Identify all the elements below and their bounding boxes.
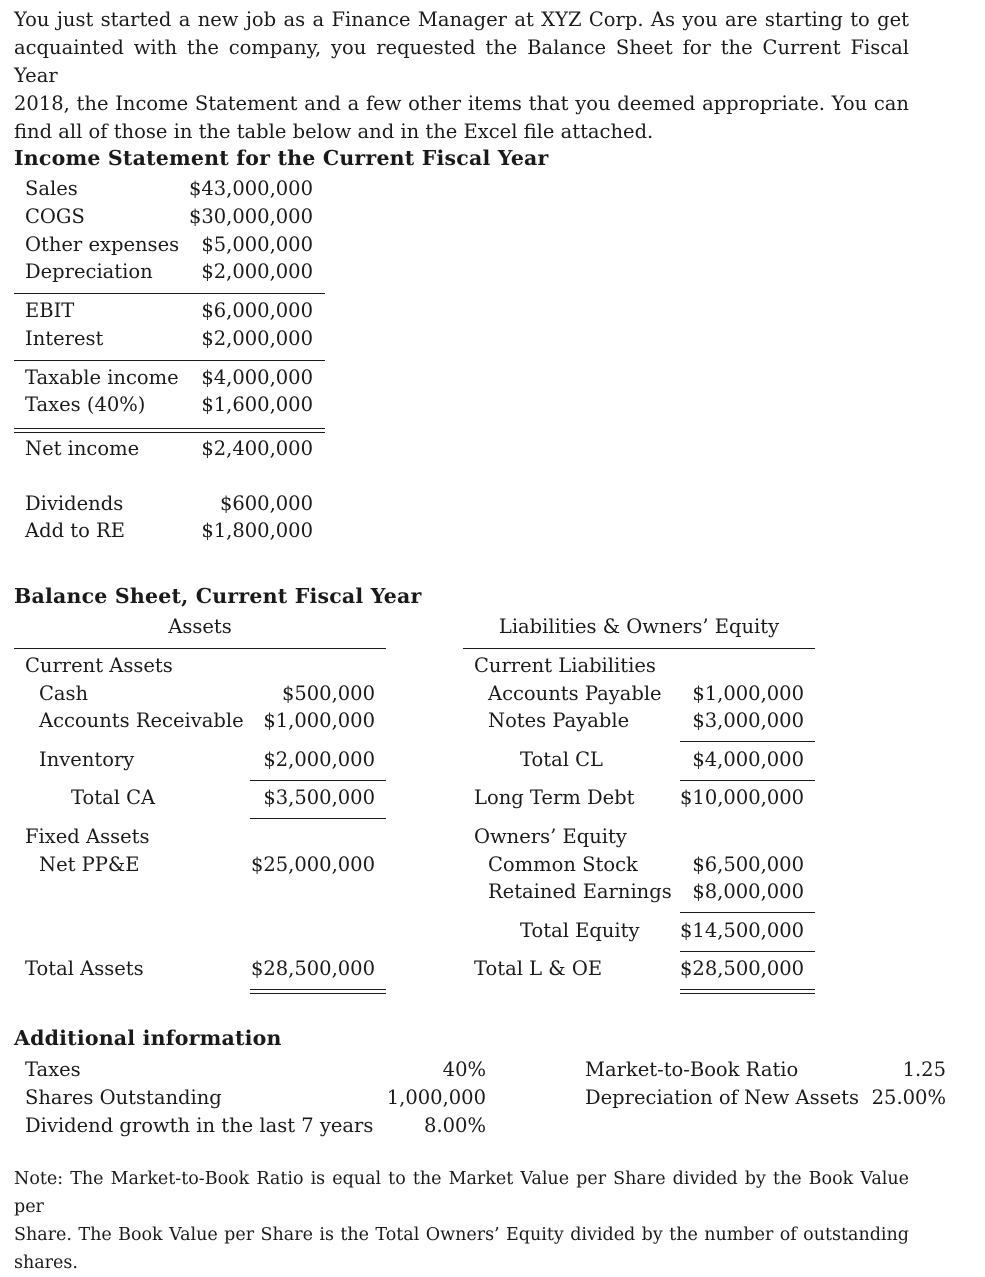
income-row-value: $2,400,000 [201, 437, 313, 460]
total-assets-label: Total Assets [25, 957, 144, 980]
retained-earnings-value: $8,000,000 [692, 880, 804, 903]
shares-outstanding-label: Shares Outstanding [25, 1086, 222, 1109]
income-row-label: Dividends [25, 492, 124, 515]
long-term-debt-label: Long Term Debt [474, 786, 635, 809]
income-row-label: Taxable income [25, 366, 179, 389]
divider-line [14, 432, 325, 433]
market-to-book-label: Market-to-Book Ratio [585, 1058, 799, 1081]
dividend-growth-label: Dividend growth in the last 7 years [25, 1114, 374, 1137]
divider-line [250, 989, 386, 990]
income-row-value: $2,000,000 [201, 327, 313, 350]
divider-line [250, 818, 386, 819]
income-row-value: $4,000,000 [201, 366, 313, 389]
common-stock-label: Common Stock [488, 853, 638, 876]
income-row-value: $600,000 [219, 492, 313, 515]
income-row-value: $1,600,000 [201, 393, 313, 416]
income-row-value: $1,800,000 [201, 519, 313, 542]
liabilities-header: Liabilities & Owners’ Equity [498, 615, 780, 638]
market-to-book-value: 1.25 [902, 1058, 946, 1081]
income-row-label: Interest [25, 327, 104, 350]
cash-label: Cash [39, 682, 89, 705]
total-ca-value: $3,500,000 [263, 786, 375, 809]
inventory-label: Inventory [39, 748, 135, 771]
intro-line: find all of those in the table below and in the Excel file attached. [14, 120, 654, 143]
total-ca-label: Total CA [71, 786, 156, 809]
accounts-receivable-label: Accounts Receivable [39, 709, 244, 732]
common-stock-value: $6,500,000 [692, 853, 804, 876]
income-row-label: Depreciation [25, 260, 153, 283]
accounts-payable-value: $1,000,000 [692, 682, 804, 705]
cash-value: $500,000 [281, 682, 375, 705]
divider-line [680, 741, 815, 742]
total-equity-value: $14,500,000 [680, 919, 805, 942]
taxes-label: Taxes [25, 1058, 81, 1081]
income-row-value: $5,000,000 [201, 233, 313, 256]
income-row-value: $30,000,000 [188, 205, 313, 228]
inventory-value: $2,000,000 [263, 748, 375, 771]
divider-line [14, 293, 325, 294]
depreciation-new-assets-value: 25.00% [871, 1086, 946, 1109]
notes-payable-label: Notes Payable [488, 709, 630, 732]
fixed-assets-heading: Fixed Assets [25, 825, 150, 848]
divider-line [14, 360, 325, 361]
owners-equity-heading: Owners’ Equity [474, 825, 627, 848]
divider-line [463, 648, 815, 649]
net-ppe-label: Net PP&E [39, 853, 140, 876]
depreciation-new-assets-label: Depreciation of New Assets [585, 1086, 859, 1109]
intro-line: 2018, the Income Statement and a few other items that you deemed appropriate. You can [14, 92, 909, 115]
income-row-label: COGS [25, 205, 85, 228]
income-row-label: EBIT [25, 299, 75, 322]
note-line: Note: The Market-to-Book Ratio is equal to the Market Value per Share divided by the Book Value per [14, 1169, 909, 1217]
shares-outstanding-value: 1,000,000 [386, 1086, 486, 1109]
note-line: Share. The Book Value per Share is the Total Owners’ Equity divided by the number of outstanding shares. [14, 1225, 909, 1273]
divider-line [680, 951, 815, 952]
income-row-label: Sales [25, 177, 78, 200]
balance-sheet-title: Balance Sheet, Current Fiscal Year [14, 584, 422, 608]
total-cl-value: $4,000,000 [692, 748, 804, 771]
income-row-value: $43,000,000 [188, 177, 313, 200]
assets-header: Assets [168, 615, 232, 638]
divider-line [14, 428, 325, 429]
divider-line [250, 780, 386, 781]
dividend-growth-value: 8.00% [424, 1114, 486, 1137]
income-row-label: Taxes (40%) [25, 393, 146, 416]
divider-line [680, 989, 815, 990]
long-term-debt-value: $10,000,000 [680, 786, 805, 809]
current-liabilities-heading: Current Liabilities [474, 654, 656, 677]
accounts-payable-label: Accounts Payable [488, 682, 662, 705]
note-paragraph [14, 1165, 909, 1277]
additional-info-title: Additional information [14, 1026, 282, 1050]
net-ppe-value: $25,000,000 [250, 853, 375, 876]
retained-earnings-label: Retained Earnings [488, 880, 672, 903]
intro-line: You just started a new job as a Finance Manager at XYZ Corp. As you are starting to get [14, 8, 909, 31]
total-loe-value: $28,500,000 [680, 957, 805, 980]
total-equity-label: Total Equity [520, 919, 640, 942]
divider-line [680, 780, 815, 781]
total-cl-label: Total CL [520, 748, 603, 771]
intro-line: acquainted with the company, you requested the Balance Sheet for the Current Fiscal Year [14, 36, 909, 87]
current-assets-heading: Current Assets [25, 654, 173, 677]
intro-paragraph [14, 6, 909, 146]
income-row-label: Add to RE [25, 519, 125, 542]
total-assets-value: $28,500,000 [250, 957, 375, 980]
divider-line [250, 993, 386, 994]
notes-payable-value: $3,000,000 [692, 709, 804, 732]
income-row-label: Net income [25, 437, 140, 460]
taxes-value: 40% [442, 1058, 486, 1081]
total-loe-label: Total L & OE [474, 957, 603, 980]
divider-line [14, 648, 386, 649]
income-row-label: Other expenses [25, 233, 180, 256]
income-statement-title: Income Statement for the Current Fiscal Year [14, 146, 549, 170]
divider-line [680, 912, 815, 913]
divider-line [680, 993, 815, 994]
income-row-value: $6,000,000 [201, 299, 313, 322]
income-row-value: $2,000,000 [201, 260, 313, 283]
accounts-receivable-value: $1,000,000 [263, 709, 375, 732]
